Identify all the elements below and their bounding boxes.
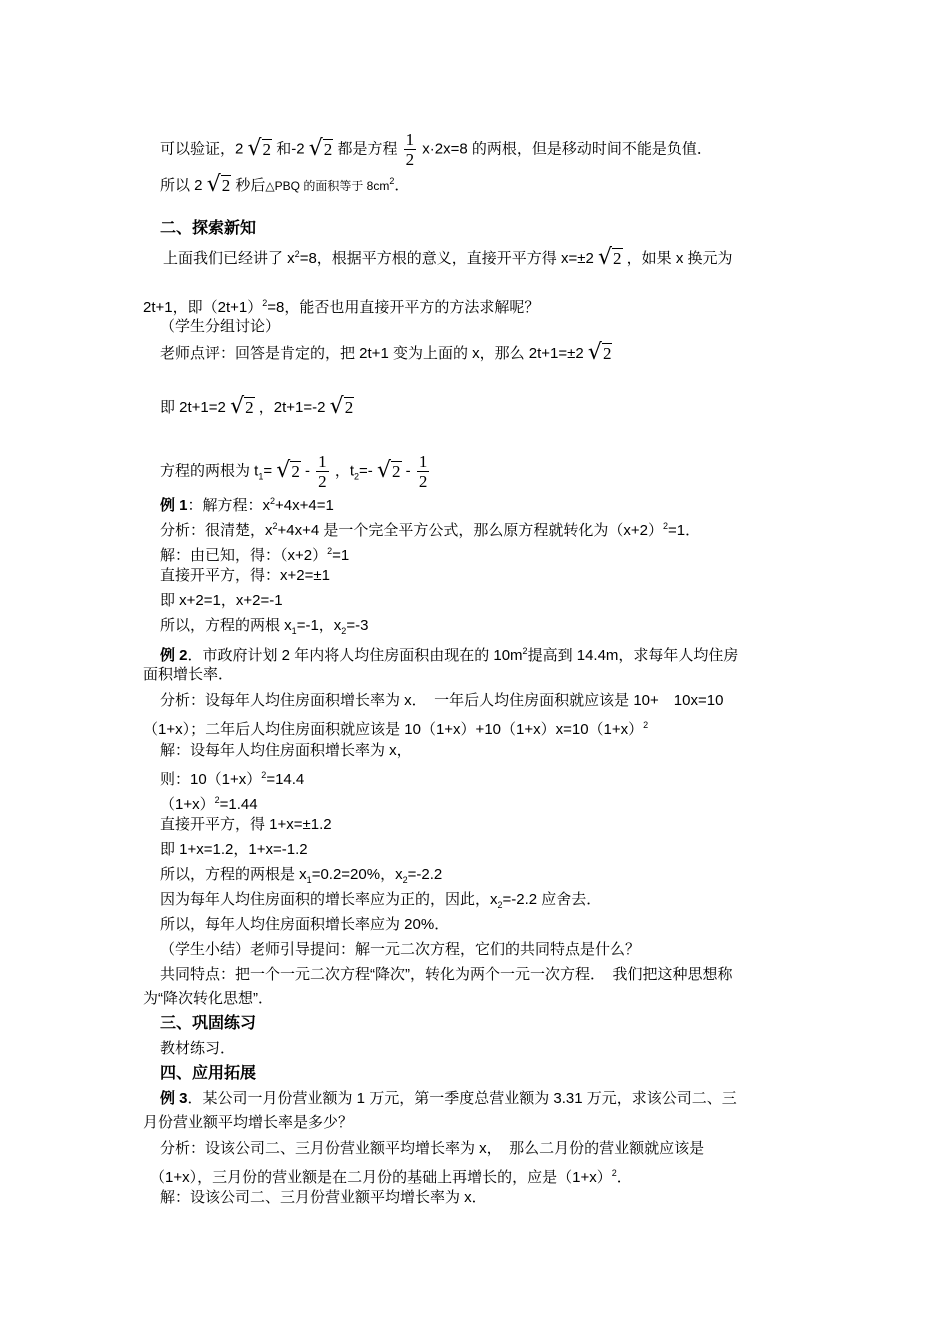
text: 所以 2 xyxy=(160,177,203,194)
example-1-title xyxy=(160,490,334,517)
text: ，如果 x 换元为 xyxy=(626,250,733,267)
text: =14.4 xyxy=(266,771,305,788)
text: =0.2=20%，x xyxy=(311,866,403,883)
line-sqrt-1: 直接开平方，得：x+2=±1 xyxy=(160,567,330,584)
superscript: 2 xyxy=(327,546,333,556)
triangle-symbol: △ xyxy=(265,179,275,193)
superscript: 2 xyxy=(643,720,649,730)
line-analysis-1 xyxy=(160,515,700,542)
line-roots-2 xyxy=(160,864,442,891)
superscript: 2 xyxy=(270,496,276,506)
text: =1． xyxy=(668,522,701,539)
text: =8，根据平方根的意义，直接开平方得 x=±2 xyxy=(299,250,594,267)
text: =1.44 xyxy=(219,796,258,813)
superscript: 2 xyxy=(214,795,220,805)
text: ，2t+1=-2 xyxy=(258,398,326,416)
line-solution-1 xyxy=(160,540,349,567)
fraction-half: $\frac{1}{2}$ xyxy=(318,452,327,491)
text: =8，能否也用直接开平方的方法求解呢？ xyxy=(267,299,540,316)
line-teacher-comment xyxy=(160,342,612,366)
line-so xyxy=(160,170,409,198)
line-roots-1 xyxy=(160,615,368,642)
superscript: 2 xyxy=(261,770,267,780)
text: =-1，x xyxy=(296,617,342,634)
sqrt-2: √2 xyxy=(376,457,401,483)
text: 都是方程 xyxy=(337,140,398,158)
text: 即 2t+1=2 xyxy=(160,398,226,416)
text: 秒后 xyxy=(235,177,266,194)
line-analysis-3-cont xyxy=(150,1162,632,1189)
text: 2t+1，即（2t+1） xyxy=(143,299,263,316)
subscript: 2 xyxy=(354,471,360,482)
line-solution-2: 解：设每年人均住房面积增长率为 x， xyxy=(160,742,412,759)
text: 所以，方程的两根是 x xyxy=(160,866,307,883)
text: ．市政府计划 2 年内将人均住房面积由现在的 10m xyxy=(187,647,523,664)
line-thus-2: 即 1+x=1.2，1+x=-1.2 xyxy=(160,841,308,858)
text: 解：由已知，得：（x+2） xyxy=(160,547,328,564)
text: （1+x） xyxy=(160,796,215,813)
text: - xyxy=(305,462,310,480)
example-label: 例 1 xyxy=(160,497,188,514)
fraction-half: $\frac{1}{2}$ xyxy=(405,130,415,169)
text: +4x+4=1 xyxy=(275,497,334,514)
text: 可以验证，2 xyxy=(160,140,244,158)
line-thus-1: 即 x+2=1，x+2=-1 xyxy=(160,592,283,609)
text: +4x+4 是一个完全平方公式，那么原方程就转化为（x+2） xyxy=(277,522,664,539)
section-heading-practice: 三、巩固练习 xyxy=(160,1015,257,1032)
sqrt-2: √2 xyxy=(597,245,622,271)
subscript: 1 xyxy=(306,875,312,885)
text: - xyxy=(405,462,411,480)
text: =-2.2 xyxy=(407,866,443,883)
line-roots-t xyxy=(160,452,431,491)
subscript: 1 xyxy=(258,471,264,482)
example-2-title-cont: 面积增长率． xyxy=(143,666,234,683)
superscript: 2 xyxy=(389,176,395,186)
text: ．某公司一月份营业额为 1 万元，第一季度总营业额为 3.31 万元，求该公司二、三 xyxy=(187,1090,737,1107)
text: 老师点评：回答是肯定的，把 2t+1 变为上面的 x，那么 2t+1=±2 xyxy=(160,344,584,362)
line-common-feature-cont: 为“降次转化思想”． xyxy=(143,990,273,1007)
sqrt-2: √2 xyxy=(230,394,254,419)
text: = xyxy=(263,462,273,480)
text: 方程的两根为 t xyxy=(160,462,259,480)
superscript: 2 xyxy=(262,298,268,308)
text: =- xyxy=(359,462,373,480)
text: =-3 xyxy=(346,617,369,634)
line-summary-question: （学生小结）老师引导提问：解一元二次方程，它们的共同特点是什么？ xyxy=(160,941,641,958)
text: 提高到 14.4m，求每年人均住房 xyxy=(527,647,739,664)
superscript: 2 xyxy=(272,521,278,531)
example-2-title xyxy=(160,640,738,667)
line-recap xyxy=(163,243,733,271)
text: ． xyxy=(394,177,410,194)
text: 因为每年人均住房面积的增长率应为正的，因此，x xyxy=(160,891,498,908)
line-reject xyxy=(160,889,601,916)
text: 和-2 xyxy=(276,140,305,158)
example-label: 例 3 xyxy=(160,1090,188,1107)
subscript: 2 xyxy=(497,900,503,910)
text: x·2x=8 的两根，但是移动时间不能是负值． xyxy=(422,140,712,158)
text: =-2.2 应舍去． xyxy=(502,891,602,908)
line-solution-3: 解：设该公司二、三月份营业额平均增长率为 x． xyxy=(160,1189,487,1206)
superscript: 2 xyxy=(522,646,528,656)
sqrt-2: √2 xyxy=(276,457,300,483)
line-substitute xyxy=(143,292,539,319)
superscript: 2 xyxy=(611,1168,617,1178)
text: （1+x），三月份的营业额是在二月份的基础上再增长的，应是（1+x） xyxy=(150,1169,612,1186)
section-heading-application: 四、应用拓展 xyxy=(160,1065,257,1082)
example-3-title xyxy=(160,1088,737,1110)
line-eq-2b xyxy=(160,789,258,816)
text: PBQ 的面积等于 8cm xyxy=(274,179,390,193)
text: 所以，方程的两根 x xyxy=(160,617,292,634)
subscript: 1 xyxy=(291,626,297,636)
line-analysis-2: 分析：设每年人均住房面积增长率为 x． 一年后人均住房面积就应该是 10+ 10x=10 xyxy=(160,692,724,709)
line-thus xyxy=(160,396,354,420)
subscript: 2 xyxy=(341,626,347,636)
sqrt-2: √2 xyxy=(587,340,612,365)
text: ：解方程：x xyxy=(187,497,271,514)
text: 分析：很清楚，x xyxy=(160,522,273,539)
sqrt-2: √2 xyxy=(308,135,333,161)
example-3-title-cont: 月份营业额平均增长率是多少？ xyxy=(143,1114,354,1131)
section-heading-explore: 二、探索新知 xyxy=(160,220,257,237)
line-common-feature: 共同特点：把一个一元二次方程“降次”，转化为两个一元一次方程． 我们把这种思想称 xyxy=(160,966,733,983)
line-discussion: （学生分组讨论） xyxy=(160,318,281,335)
text: =1 xyxy=(332,547,350,564)
text: （1+x）；二年后人均住房面积就应该是 10（1+x）+10（1+x）x=10（1+x） xyxy=(143,721,644,738)
line-analysis-2-cont xyxy=(143,714,648,741)
subscript: 2 xyxy=(402,875,408,885)
line-eq-2 xyxy=(160,764,304,791)
sqrt-2: √2 xyxy=(329,394,354,419)
text: 上面我们已经讲了 x xyxy=(163,250,295,267)
fraction-half: $\frac{1}{2}$ xyxy=(418,452,428,491)
line-answer-2: 所以，每年人均住房面积增长率应为 20%． xyxy=(160,916,450,933)
text: 则：10（1+x） xyxy=(160,771,262,788)
line-textbook-exercise: 教材练习． xyxy=(160,1040,236,1057)
example-label: 例 2 xyxy=(160,647,188,664)
superscript: 2 xyxy=(663,521,669,531)
sqrt-2: √2 xyxy=(247,135,272,161)
line-verify xyxy=(160,130,712,169)
text: ，t xyxy=(334,462,355,480)
sqrt-2: √2 xyxy=(206,172,231,198)
text: ． xyxy=(616,1169,632,1186)
line-sqrt-2: 直接开平方，得 1+x=±1.2 xyxy=(160,816,332,833)
line-analysis-3: 分析：设该公司二、三月份营业额平均增长率为 x， 那么二月份的营业额就应该是 xyxy=(160,1140,705,1157)
superscript: 2 xyxy=(294,249,300,259)
